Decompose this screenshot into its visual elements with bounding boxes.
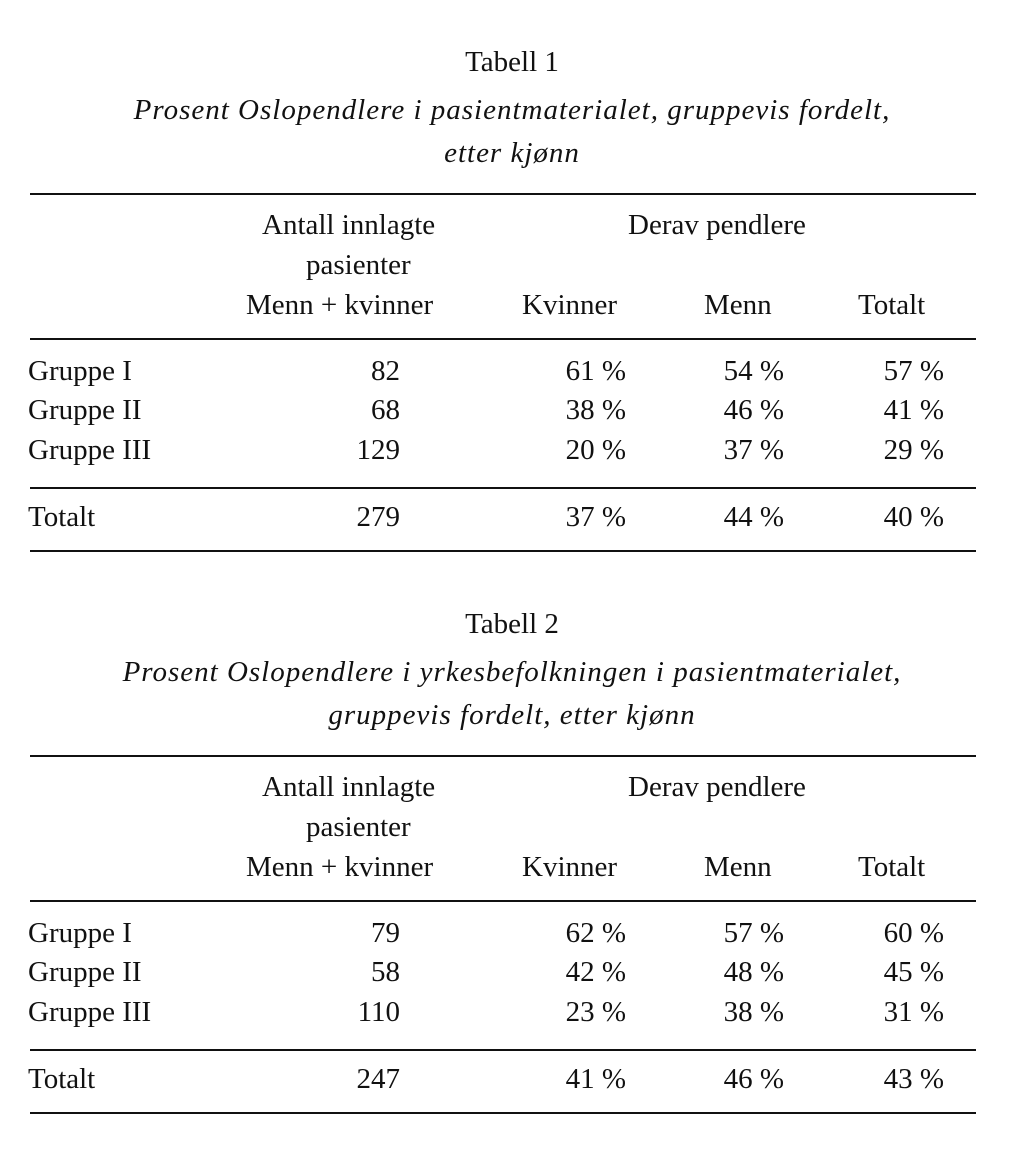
cell-totalt: 60 %	[883, 917, 944, 949]
header-count-line: Menn + kvinner	[246, 289, 434, 321]
cell-count: 82	[371, 355, 400, 387]
header-kvinner: Kvinner	[522, 851, 618, 883]
cell-count: 68	[371, 394, 400, 426]
cell-kvinner: 20 %	[565, 434, 626, 466]
header-menn: Menn	[704, 851, 772, 883]
cell-menn: 57 %	[723, 917, 784, 949]
cell-totalt: 31 %	[883, 996, 944, 1028]
table-caption-line: Prosent Oslopendlere i yrkesbefolkningen i pasientmaterialet,	[122, 656, 902, 688]
cell-count: 129	[356, 434, 400, 466]
header-kvinner: Kvinner	[522, 289, 618, 321]
total-label: Totalt	[28, 1063, 96, 1095]
cell-count: 110	[357, 996, 400, 1028]
row-label: Gruppe I	[28, 355, 132, 387]
table-rule-bottom	[30, 1112, 976, 1114]
total-kvinner: 37 %	[565, 501, 626, 533]
header-count-line: Antall innlagte	[262, 771, 436, 803]
header-menn: Menn	[704, 289, 772, 321]
header-totalt: Totalt	[858, 851, 926, 883]
table-rule-total	[30, 487, 976, 489]
total-count: 279	[356, 501, 400, 533]
cell-totalt: 57 %	[883, 355, 944, 387]
header-count-line: pasienter	[306, 249, 411, 281]
total-count: 247	[356, 1063, 400, 1095]
total-label: Totalt	[28, 501, 96, 533]
header-derav-pendlere: Derav pendlere	[628, 209, 806, 241]
cell-menn: 37 %	[723, 434, 784, 466]
cell-menn: 46 %	[723, 394, 784, 426]
cell-totalt: 41 %	[883, 394, 944, 426]
header-count-line: pasienter	[306, 811, 411, 843]
total-totalt: 40 %	[883, 501, 944, 533]
row-label: Gruppe I	[28, 917, 132, 949]
header-derav-pendlere: Derav pendlere	[628, 771, 806, 803]
total-menn: 44 %	[723, 501, 784, 533]
table-caption-line: etter kjønn	[444, 137, 580, 169]
total-menn: 46 %	[723, 1063, 784, 1095]
header-totalt: Totalt	[858, 289, 926, 321]
total-kvinner: 41 %	[565, 1063, 626, 1095]
table-rule-bottom	[30, 550, 976, 552]
header-count-line: Menn + kvinner	[246, 851, 434, 883]
row-label: Gruppe III	[28, 434, 152, 466]
table-rule-total	[30, 1049, 976, 1051]
row-label: Gruppe II	[28, 394, 142, 426]
cell-kvinner: 61 %	[565, 355, 626, 387]
cell-kvinner: 23 %	[565, 996, 626, 1028]
table-rule-header	[30, 338, 976, 340]
cell-count: 58	[371, 956, 400, 988]
row-label: Gruppe III	[28, 996, 152, 1028]
table-rule-top	[30, 193, 976, 195]
table-rule-header	[30, 900, 976, 902]
total-totalt: 43 %	[883, 1063, 944, 1095]
table-caption-line: Prosent Oslopendlere i pasientmaterialet, gruppevis fordelt,	[133, 94, 891, 126]
table-rule-top	[30, 755, 976, 757]
table-title: Tabell 2	[465, 608, 559, 640]
cell-count: 79	[371, 917, 400, 949]
header-count-line: Antall innlagte	[262, 209, 436, 241]
table-title: Tabell 1	[465, 46, 559, 78]
cell-totalt: 45 %	[883, 956, 944, 988]
cell-kvinner: 42 %	[565, 956, 626, 988]
cell-menn: 54 %	[723, 355, 784, 387]
table-caption-line: gruppevis fordelt, etter kjønn	[328, 699, 696, 731]
cell-kvinner: 38 %	[565, 394, 626, 426]
cell-kvinner: 62 %	[565, 917, 626, 949]
cell-totalt: 29 %	[883, 434, 944, 466]
row-label: Gruppe II	[28, 956, 142, 988]
cell-menn: 38 %	[723, 996, 784, 1028]
cell-menn: 48 %	[723, 956, 784, 988]
